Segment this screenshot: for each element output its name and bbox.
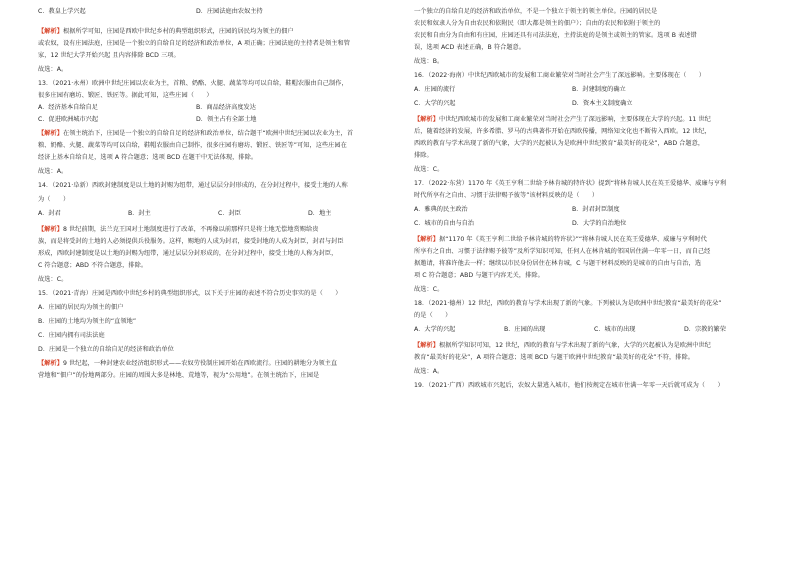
line-text: 在领主统治下，庄园是一个独立的自给自足的经济和政治单位，结合题干“欧洲中世纪庄园以农业为主，首: [62, 130, 354, 137]
line-text: 15．（2021·青海）庄园是西欧中世纪乡村的典型组织形式，以下关于庄园的表述不符合历史事实的是（ ）: [38, 290, 342, 297]
option-text: D．宗教的繁荣: [684, 326, 726, 333]
line-text: 故选：A。: [38, 168, 68, 175]
text-line: [38, 276, 67, 284]
option-text: A．雅典的民主政治: [414, 206, 468, 213]
text-line: [38, 142, 347, 150]
text-line: [38, 238, 344, 246]
line-text: 根据所学可知，庄园是西欧中世纪乡村的典型组织形式，庄园的居民均为领主的佃户: [62, 28, 294, 35]
option-row: [38, 116, 398, 124]
line-text: D．庄园是一个独立的自给自足的经济和政治单位: [38, 346, 174, 353]
analysis-tag: 【解析】: [414, 236, 439, 243]
option-row: [414, 326, 774, 334]
option-text: B．封君封臣制度: [572, 206, 620, 213]
right-column: [414, 0, 774, 562]
line-text: 或农奴，设有庄园法庭，庄园是一个独立的自给自足的经济和政治单位，A 项正确；庄园法庭的主持者是领主和管: [38, 40, 350, 47]
option-text: A．大学的兴起: [414, 326, 456, 333]
option-row: [414, 100, 774, 108]
text-line: [38, 40, 350, 48]
line-text: 粮、奶酪、火腿、蔬菜等均可以自给，鞋帽农服由自己制作，很多庄园有磨坊、锻匠、铁匠等”可知，这些庄园在: [38, 142, 347, 149]
option-text: B．商品经济高度发达: [196, 104, 256, 111]
text-line: [414, 152, 433, 160]
option-row: [414, 86, 774, 94]
line-text: 族，而是将受封的土地的人必须提供兵役服务。这样，赐地的人成为封君，接受封地的人成为封臣，封君与封臣: [38, 238, 344, 245]
left-column: [38, 0, 398, 562]
analysis-line: [38, 226, 318, 234]
line-text: 西欧的教育与学术出现了新的气象，大学的兴起被认为是欧洲中世纪教育“最美好的花朵”，ABD 合题意，: [414, 140, 705, 147]
option-text: A．庄园的流行: [414, 86, 456, 93]
text-line: [38, 80, 348, 88]
option-text: B．庄园的出现: [504, 326, 546, 333]
line-text: C．庄园内拥有司法法庭: [38, 332, 105, 339]
option-row: [414, 220, 774, 228]
option-row: [38, 104, 398, 112]
line-text: 8 世纪前期，法兰克王国对土地制度进行了改革，不再像以前那样只是将土地无偿地赏赐给贵: [62, 226, 319, 233]
text-line: [38, 304, 123, 312]
text-line: [414, 8, 657, 16]
option-text: C．大学的兴起: [414, 100, 456, 107]
line-text: 农民和自由分为自由和有庄园，庄园还具有司法法庭，主持法庭的是领主或领主的管家。选项 B 表述错: [414, 32, 697, 39]
option-text: B．封建制度的确立: [572, 86, 626, 93]
text-line: [414, 368, 443, 376]
line-text: 据“1170 年《英王亨利二世给予林肯城的特许状》”“将林肯城人民在英王爱德华、威廉与亨利时代: [438, 236, 707, 243]
option-text: D．大学的自治地位: [572, 220, 627, 227]
analysis-line: [38, 130, 353, 138]
option-text: C．封臣: [218, 210, 241, 217]
line-text: 16．（2022·海南）中世纪西欧城市的发展和工商业繁荣对当时社会产生了深远影响。主要体现在（ ）: [414, 72, 706, 79]
analysis-tag: 【解析】: [38, 28, 63, 35]
option-row: [38, 8, 398, 16]
line-text: 19．（2021·广西）西欧城市兴起后，农奴大量逃入城市，他们按规定在城市住满一年零一天后就可成为（ ）: [414, 382, 724, 389]
text-line: [38, 250, 337, 258]
text-line: [414, 128, 711, 136]
option-text: D．地主: [308, 210, 332, 217]
text-line: [38, 346, 174, 354]
text-line: [414, 300, 722, 308]
text-line: [38, 92, 213, 100]
line-text: 排除。: [414, 152, 433, 159]
line-text: 经济上基本自给自足，选项 A 符合题意；选项 BCD 在题干中无法体现，排除。: [38, 154, 258, 161]
text-line: [414, 354, 694, 362]
line-text: 家，12 世纪大学开始兴起 且内容排除 BCD 三项。: [38, 52, 180, 59]
line-text: 很多庄园有磨坊、锻匠、铁匠等。据此可知，这些庄园（ ）: [38, 92, 213, 99]
line-text: 14．（2021·阜新）西欧封建制度是以土地的封赐为纽带，通过层层分封形成的，在分封过程中，接受土地的人称: [38, 182, 348, 189]
text-line: [414, 166, 443, 174]
option-text: C．城市的出现: [594, 326, 636, 333]
analysis-line: [414, 236, 707, 244]
line-text: 故选：C。: [414, 286, 444, 293]
line-text: 一个独立的自给自足的经济和政治单位，不是一个独立于领主的领主单位。庄园的居民是: [414, 8, 658, 15]
text-line: [414, 140, 704, 148]
text-line: [38, 262, 147, 270]
text-line: [414, 44, 525, 52]
text-line: [414, 272, 544, 280]
line-text: 的是（ ）: [414, 312, 452, 319]
analysis-line: [38, 28, 294, 36]
text-line: [38, 318, 136, 326]
line-text: A．庄园的居民均为领主的佃户: [38, 304, 124, 311]
line-text: 后，随着经济的发展，许多希腊、罗马的古典著作开始在西欧传播，网络知文化也不断传入西欧。12 世纪，: [414, 128, 711, 135]
option-text: A．封君: [38, 210, 61, 217]
line-text: 农民和奴隶人分为自由农民和依附民（即大都是领主的佃户）；自由的农民和依附于领主的: [414, 20, 661, 27]
line-text: 为（ ）: [38, 196, 70, 203]
text-line: [414, 192, 598, 200]
line-text: 9 世纪起，一种封建农业经济组织形式——农奴劳役制庄园开始在西欧流行。庄园的耕地分为领主直: [62, 360, 338, 367]
line-text: C 符合题意；ABD 不符合题意，排除。: [38, 262, 148, 269]
analysis-tag: 【解析】: [414, 116, 439, 123]
option-text: C．城市的自由与自治: [414, 220, 475, 227]
line-text: 18．（2021·德州）12 世纪，西欧的教育与学术出现了新的气象。下列被认为是欧洲中世纪教育“最美好的花朵”: [414, 300, 722, 307]
text-line: [38, 52, 180, 60]
text-line: [414, 180, 726, 188]
text-line: [414, 382, 724, 390]
option-text: B．封主: [128, 210, 151, 217]
text-line: [38, 182, 348, 190]
line-text: 故选：C。: [414, 166, 444, 173]
analysis-tag: 【解析】: [414, 342, 439, 349]
option-text: A．经济基本自给自足: [38, 104, 98, 111]
line-text: 误，选项 ACD 表述正确，B 符合题意。: [414, 44, 526, 51]
option-text: D．庄园法庭由农奴主持: [196, 8, 263, 15]
option-text: D．领主占有全部土地: [196, 116, 257, 123]
text-line: [414, 312, 451, 320]
line-text: 故选：B。: [414, 58, 444, 65]
line-text: 据邀请，将准许他去一样；继续以市民身份居住在林肯城，C 与题干材料反映的是城市的自由与自治，选: [414, 260, 702, 267]
text-line: [414, 32, 697, 40]
text-line: [38, 290, 342, 298]
text-line: [38, 154, 257, 162]
option-text: C．教皇上学兴起: [38, 8, 86, 15]
line-text: 时代所享有之自由、习惯于法律赐予彼等”该材料反映的是（ ）: [414, 192, 599, 199]
text-line: [38, 196, 69, 204]
text-line: [38, 168, 67, 176]
option-row: [414, 206, 774, 214]
option-row: [38, 210, 398, 218]
analysis-line: [38, 360, 337, 368]
text-line: [414, 248, 710, 256]
line-text: 教育“最美好的花朵”，A 项符合题意；选项 BCD 与题干欧洲中世纪教育“最美好的花朵”不符，排除。: [414, 354, 694, 361]
text-line: [414, 20, 660, 28]
line-text: 根据所学知识可知，12 世纪，西欧的教育与学术出现了新的气象，大学的兴起被认为是欧洲中世纪: [438, 342, 711, 349]
analysis-line: [414, 342, 711, 350]
text-line: [414, 72, 705, 80]
line-text: 中世纪西欧城市的发展和工商业繁荣对当时社会产生了深远影响，主要体现在大学的兴起。11 世纪: [438, 116, 711, 123]
line-text: 形成，西欧封建制度是以土地的封赐为纽带，通过层层分封形成的，在分封过程中，接受土地的人称为封臣，: [38, 250, 338, 257]
option-text: D．资本主义制度确立: [572, 100, 633, 107]
analysis-line: [414, 116, 711, 124]
line-text: 17．（2022·东营）1170 年《英王亨利二世给予林肯城的特许状》提到“将林肯城人民在英王爱德华、威廉与亨利: [414, 180, 727, 187]
line-text: 故选：C。: [38, 276, 68, 283]
text-line: [38, 332, 105, 340]
analysis-tag: 【解析】: [38, 360, 63, 367]
line-text: 营地和“佃户”的份地两部分。庄园的周围大多是林地、荒地等，视为“公用地”。在领主统治下，庄园是: [38, 372, 320, 379]
analysis-tag: 【解析】: [38, 226, 63, 233]
line-text: 故选：A。: [38, 66, 68, 73]
option-text: C．促进欧洲城市兴起: [38, 116, 99, 123]
text-line: [38, 372, 319, 380]
text-line: [414, 286, 443, 294]
analysis-tag: 【解析】: [38, 130, 63, 137]
line-text: 故选：A。: [414, 368, 444, 375]
line-text: B．庄园的土地均为领主的“直领地”: [38, 318, 137, 325]
line-text: 所享有之自由、习惯于法律赐予彼等”及所学知识可知，任何人在林肯城的邻国居住满一年零一日，而自己经: [414, 248, 711, 255]
line-text: 13．（2021·永州）欧洲中世纪庄园以农业为主，首粮、奶酪、火腿、蔬菜等均可以自给，鞋帽农服由自己制作，: [38, 80, 348, 87]
text-line: [38, 66, 67, 74]
text-line: [414, 260, 701, 268]
line-text: 项 C 符合题意；ABD 与题干内容无关，排除。: [414, 272, 544, 279]
text-line: [414, 58, 443, 66]
